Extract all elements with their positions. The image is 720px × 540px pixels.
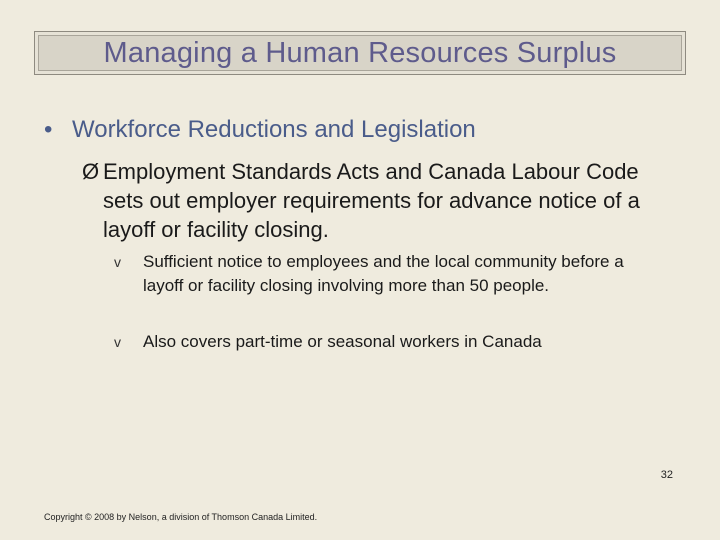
copyright-footer: Copyright © 2008 by Nelson, a division of Thomson Canada Limited. (44, 512, 318, 522)
level1-bullet-item (44, 116, 476, 144)
level2-text: Employment Standards Acts and Canada Labour Code sets out employer requirements for advance notice of a layoff or facility closing. (103, 159, 640, 242)
level2-bullet-item (82, 157, 662, 244)
page-number: 32 (660, 469, 673, 481)
level1-text: Workforce Reductions and Legislation (72, 116, 476, 143)
slide-title: Managing a Human Resources Surplus (103, 36, 617, 69)
level3-text: Sufficient notice to employees and the local community before a layoff or facility closing involving more than 50 people. (143, 252, 624, 295)
diamond-bullet-icon: v (114, 334, 121, 350)
diamond-bullet-icon: v (114, 254, 121, 270)
level3-bullet-item (114, 250, 654, 298)
level3-text: Also covers part-time or seasonal workers in Canada (143, 332, 542, 351)
arrow-bullet-icon: Ø (82, 159, 100, 184)
level3-bullet-item (114, 330, 654, 354)
bullet-dot-icon: • (44, 116, 53, 143)
